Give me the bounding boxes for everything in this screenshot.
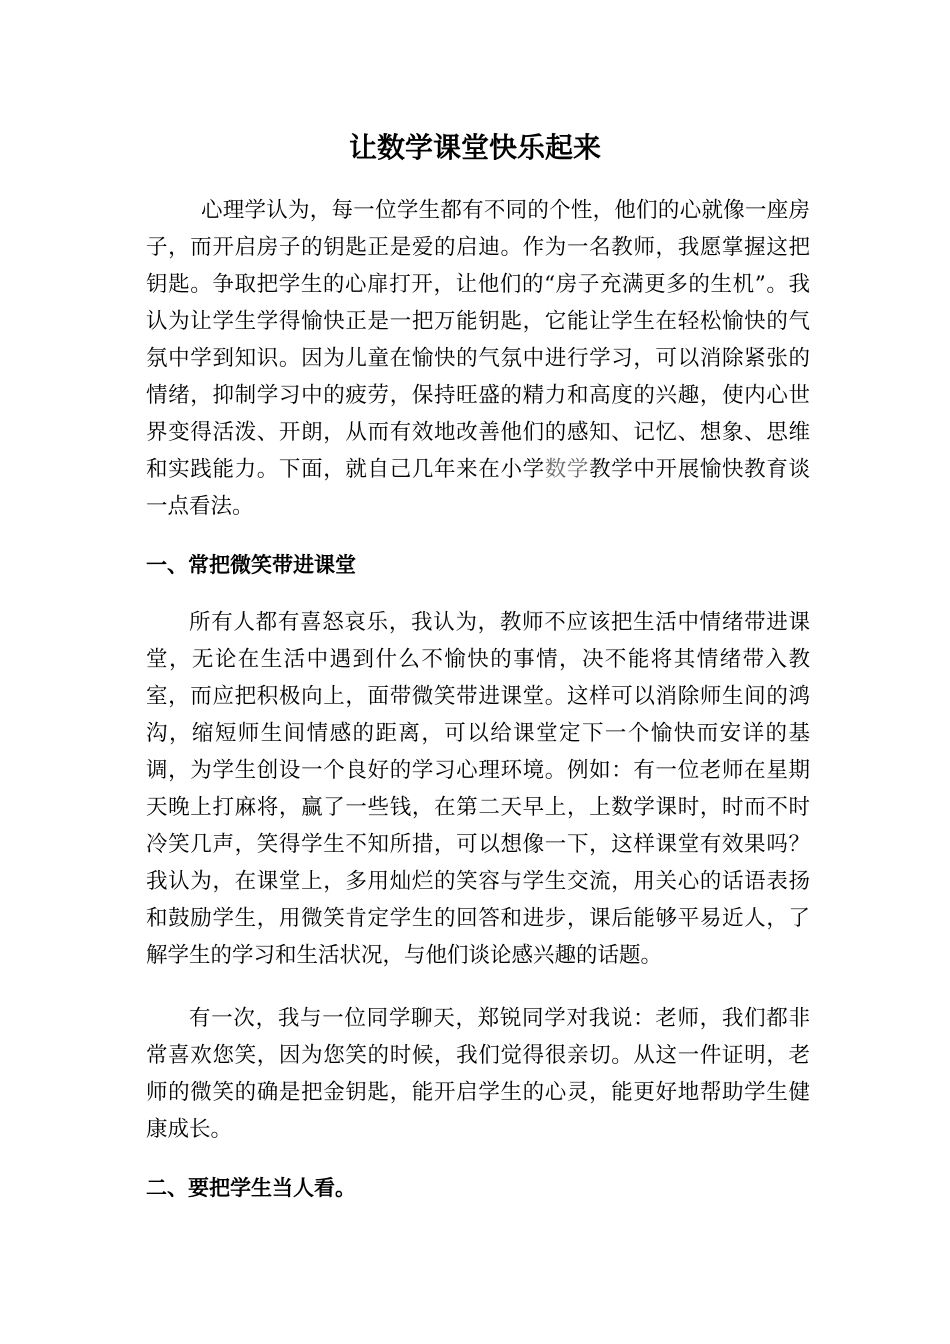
intro-text-part2: 教学中开展愉快教育谈一点看法。 xyxy=(146,457,810,519)
intro-text-part1: 心理学认为，每一位学生都有不同的个性，他们的心就像一座房子，而开启房子的钥匙正是爱的启迪。作为一名教师，我愿掌握这把钥匙。争取把学生的心扉打开，让他们的“房子充满更多的生机”。我认为让学生学得愉快正是一把万能钥匙，它能让学生在轻松愉快的气氛中学到知识。因为儿童在愉快的气氛中进行学习，可以消除紧张的情绪，抑制学习中的疲劳，保持旺盛的精力和高度的兴趣，使内心世界变得活泼、开朗，从而有效地改善他们的感知、记忆、想象、思维和实践能力。下面，就自己几年来在小学 xyxy=(146,198,810,482)
section1-paragraph2: 有一次，我与一位同学聊天，郑锐同学对我说：老师，我们都非常喜欢您笑，因为您笑的时候，我们觉得很亲切。从这一件证明，老师的微笑的确是把金钥匙，能开启学生的心灵，能更好地帮助学生健康成长。 xyxy=(146,1006,810,1142)
section1-heading: 一、常把微笑带进课堂 xyxy=(146,552,356,577)
section1-paragraph1: 所有人都有喜怒哀乐，我认为，教师不应该把生活中情绪带进课堂，无论在生活中遇到什么不愉快的事情，决不能将其情绪带入教室，而应把积极向上，面带微笑带进课堂。这样可以消除师生间的鸿沟，缩短师生间情感的距离，可以给课堂定下一个愉快而安详的基调，为学生创设一个良好的学习心理环境。例如：有一位老师在星期天晚上打麻将，赢了一些钱，在第二天早上，上数学课时，时而不时冷笑几声，笑得学生不知所措，可以想像一下，这样课堂有效果吗？我认为，在课堂上，多用灿烂的笑容与学生交流，用关心的话语表扬和鼓励学生，用微笑肯定学生的回答和进步，课后能够平易近人，了解学生的学习和生活状况，与他们谈论感兴趣的话题。 xyxy=(146,610,810,968)
intro-highlight-text: 数学 xyxy=(544,457,590,482)
document-title: 让数学课堂快乐起来 xyxy=(348,131,601,164)
intro-paragraph xyxy=(146,192,810,525)
section2-heading: 二、要把学生当人看。 xyxy=(146,1175,356,1200)
